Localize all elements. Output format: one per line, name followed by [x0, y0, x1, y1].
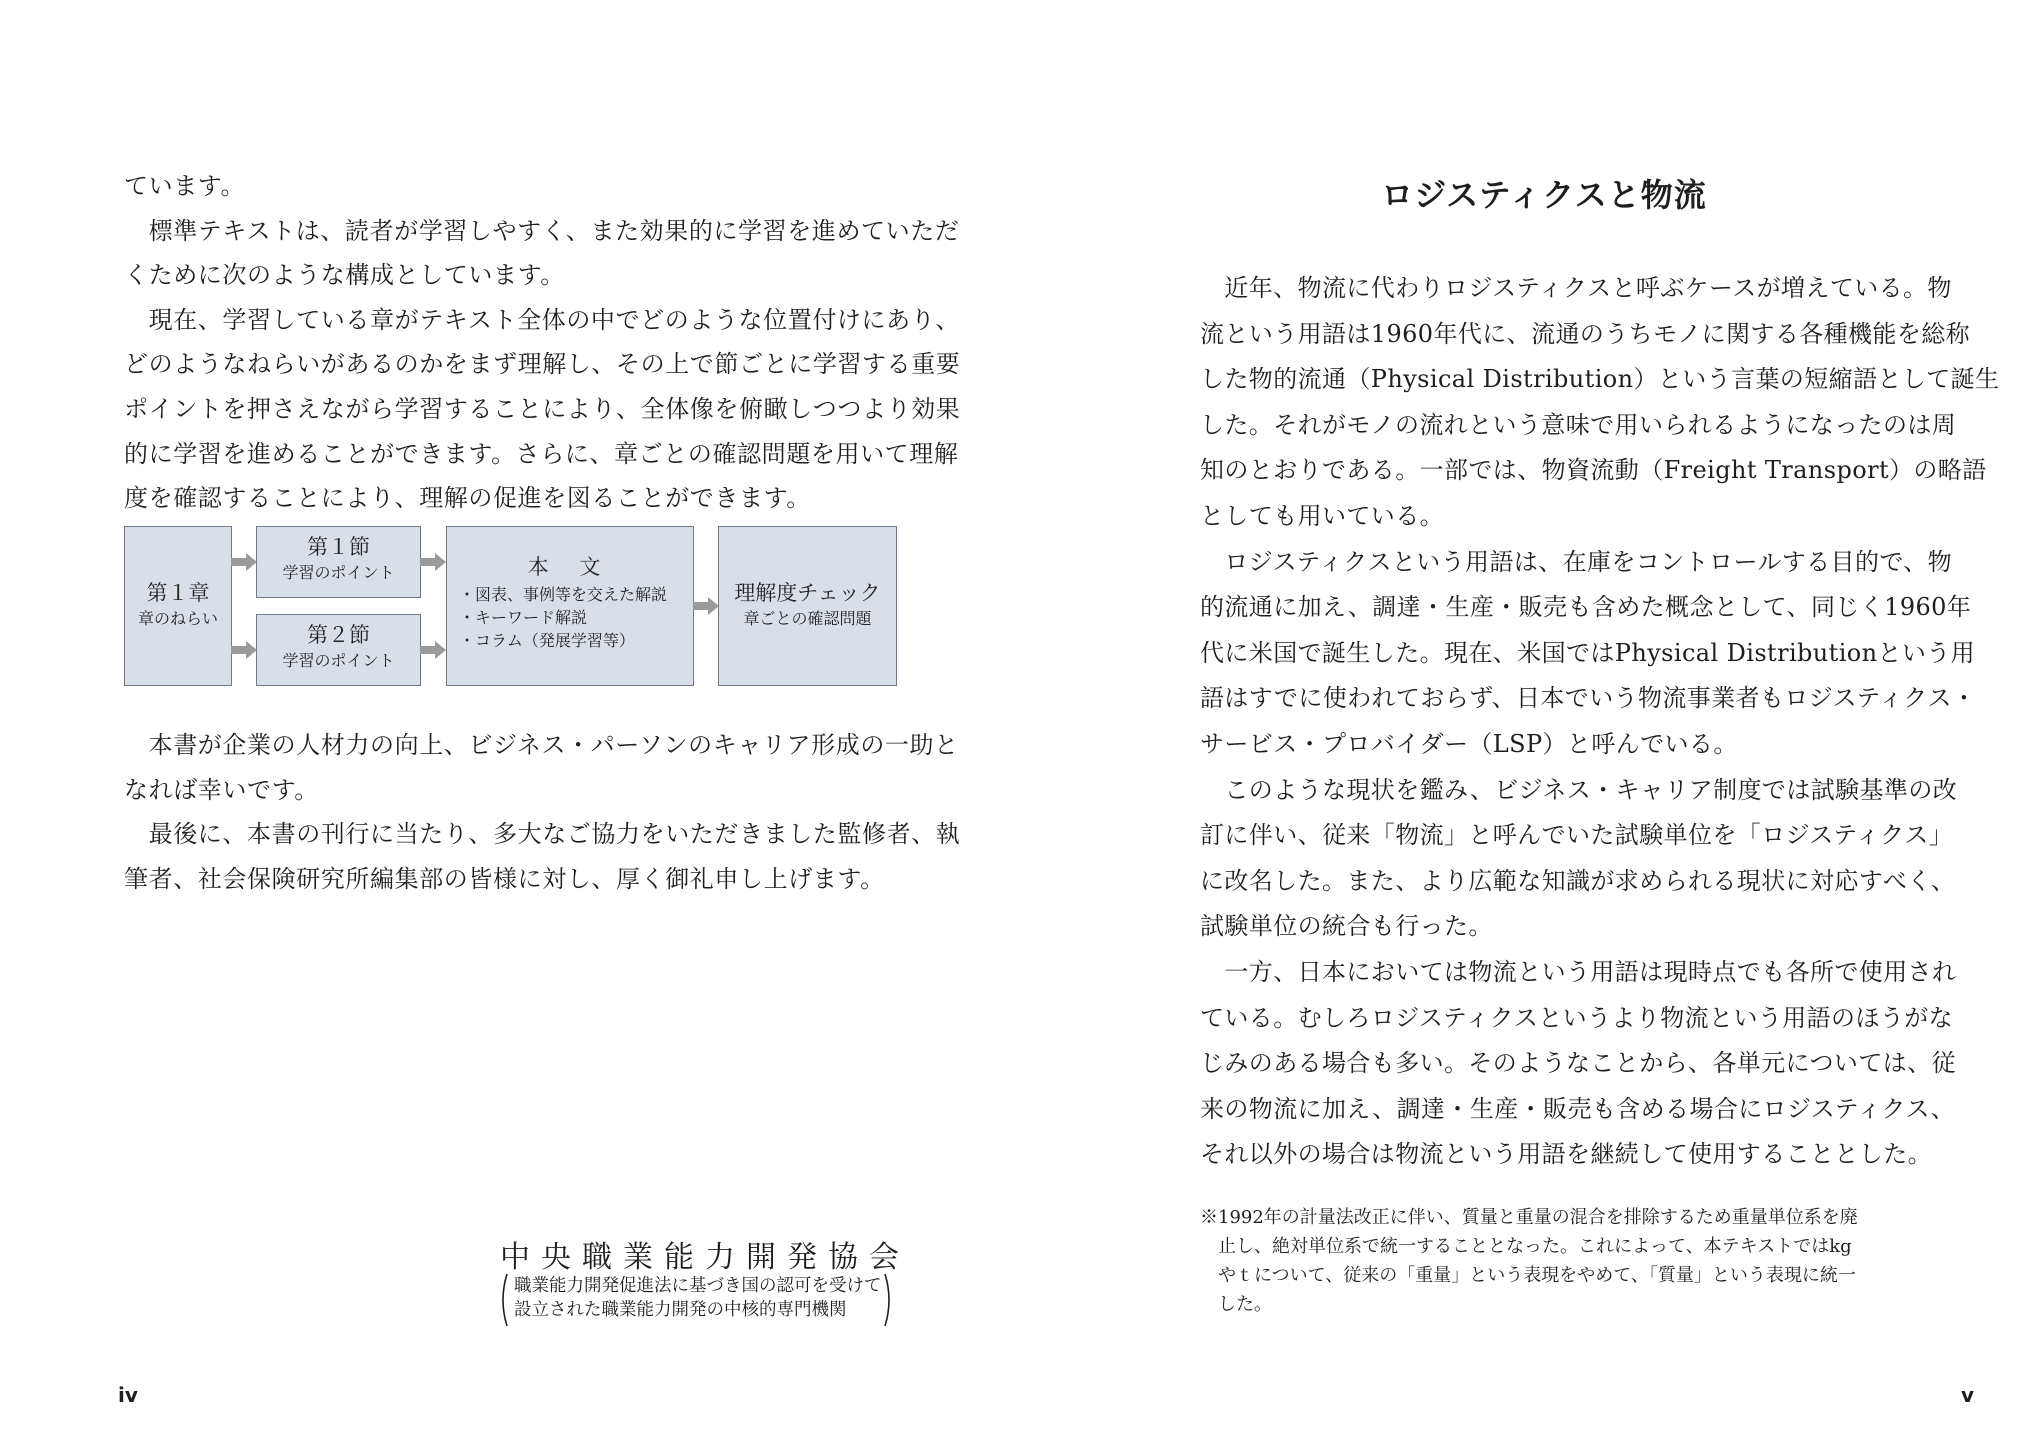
footnote-line: やｔについて、従来の「重量」という表現をやめて、「質量」という表現に統一: [1218, 1265, 1856, 1286]
text-line: ポイントを押さえながら学習することにより、全体像を俯瞰しつつより効果: [124, 394, 961, 423]
intro-text: [124, 164, 961, 521]
text-line: じみのある場合も多い。そのようなことから、各単元については、従: [1200, 1049, 1956, 1078]
footnote-line: ※1992年の計量法改正に伴い、質量と重量の混合を排除するため重量単位系を廃: [1200, 1207, 1858, 1228]
flow-box-item: ・図表、事例等を交えた解説: [459, 585, 668, 604]
left-paren-icon: [497, 1272, 509, 1328]
flow-box-body-text: [446, 526, 694, 686]
flow-box-chapter: [124, 526, 232, 686]
arrow-right-icon: [420, 552, 446, 572]
flow-box-subtitle: 学習のポイント: [282, 651, 395, 670]
flow-box-section-1: [256, 526, 421, 598]
flow-box-comprehension-check: [718, 526, 897, 686]
closing-text: [124, 723, 961, 901]
arrow-right-icon: [693, 596, 719, 616]
text-line: ロジスティクスという用語は、在庫をコントロールする目的で、物: [1200, 547, 1953, 576]
text-line: 試験単位の統合も行った。: [1200, 912, 1493, 941]
association-name: 中央職業能力開発協会: [500, 1240, 910, 1275]
association-note: [497, 1272, 895, 1328]
text-line: 的に学習を進めることができます。さらに、章ごとの確認問題を用いて理解: [124, 439, 959, 468]
right-paren-icon: [883, 1272, 895, 1328]
text-line: 一方、日本においては物流という用語は現時点でも各所で使用され: [1200, 957, 1957, 986]
page-number: iv: [118, 1383, 138, 1407]
text-line: 設立された職業能力開発の中核的専門機関: [514, 1300, 847, 1320]
text-line: した物的流通（Physical Distribution）という言葉の短縮語として誕生: [1200, 365, 2000, 394]
text-line: なれば幸いです。: [124, 775, 319, 804]
text-line: くために次のような構成としています。: [124, 261, 565, 290]
column-body: [1200, 266, 2000, 1178]
text-line: に改名した。また、より広範な知識が求められる現状に対応すべく、: [1200, 866, 1956, 895]
flow-box-section-2: [256, 614, 421, 686]
flow-box-title: 本 文: [527, 555, 613, 579]
right-page: [1020, 0, 2040, 1447]
flow-box-title: 理解度チェック: [734, 581, 881, 605]
flow-box-title: 第１節: [307, 535, 370, 559]
text-line: 来の物流に加え、調達・生産・販売も含める場合にロジスティクス、: [1200, 1094, 1956, 1123]
flow-box-subtitle: 学習のポイント: [282, 563, 395, 582]
flow-box-item: ・キーワード解説: [459, 608, 588, 627]
page-number: v: [1961, 1383, 1975, 1407]
flow-box-title: 第２節: [307, 623, 370, 647]
text-line: サービス・プロバイダー（LSP）と呼んでいる。: [1200, 729, 1738, 758]
text-line: 最後に、本書の刊行に当たり、多大なご協力をいただきました監修者、執: [124, 820, 961, 849]
text-line: 語はすでに使われておらず、日本でいう物流事業者もロジスティクス・: [1200, 684, 1977, 713]
text-line: 標準テキストは、読者が学習しやすく、また効果的に学習を進めていただ: [124, 216, 960, 245]
text-line: 現在、学習している章がテキスト全体の中でどのような位置付けにあり、: [124, 305, 960, 334]
text-line: 代に米国で誕生した。現在、米国ではPhysical Distributionという用: [1200, 638, 1976, 667]
footnote: [1200, 1203, 1920, 1319]
text-line: 本書が企業の人材力の向上、ビジネス・パーソンのキャリア形成の一助と: [124, 731, 959, 759]
flow-box-item-list: [447, 583, 693, 652]
text-line: ています。: [124, 172, 246, 200]
flow-box-subtitle: 章ごとの確認問題: [743, 609, 872, 628]
text-line: 流という用語は1960年代に、流通のうちモノに関する各種機能を総称: [1200, 319, 1971, 348]
column-title: ロジスティクスと物流: [1381, 176, 1707, 214]
text-line: 度を確認することにより、理解の促進を図ることができます。: [124, 484, 811, 513]
text-line: 筆者、社会保険研究所編集部の皆様に対し、厚く御礼申し上げます。: [124, 864, 885, 893]
text-line: ている。むしろロジスティクスというより物流という用語のほうがな: [1200, 1003, 1954, 1032]
text-line: 的流通に加え、調達・生産・販売も含めた概念として、同じく1960年: [1200, 593, 1972, 622]
text-line: 近年、物流に代わりロジスティクスと呼ぶケースが増えている。物: [1200, 274, 1952, 302]
text-line: 訂に伴い、従来「物流」と呼んでいた試験単位を「ロジスティクス」: [1200, 821, 1954, 850]
text-line: それ以外の場合は物流という用語を継続して使用することとした。: [1200, 1140, 1932, 1169]
arrow-right-icon: [231, 640, 257, 660]
footnote-line: 止し、絶対単位系で統一することとなった。これによって、本テキストではkg: [1218, 1236, 1852, 1257]
association-note-text: [514, 1274, 882, 1322]
text-line: 職業能力開発促進法に基づき国の認可を受けて: [514, 1276, 882, 1296]
footnote-line: した。: [1218, 1294, 1272, 1315]
flow-box-subtitle: 章のねらい: [137, 609, 218, 628]
flow-box-title: 第１章: [146, 581, 210, 605]
arrow-right-icon: [231, 552, 257, 572]
text-line: した。それがモノの流れという意味で用いられるようになったのは周: [1200, 410, 1957, 439]
text-line: としても用いている。: [1200, 501, 1444, 530]
flow-box-item: ・コラム（発展学習等）: [459, 631, 635, 650]
arrow-right-icon: [420, 640, 446, 660]
text-line: 知のとおりである。一部では、物資流動（Freight Transport）の略語: [1200, 456, 1987, 485]
text-line: どのようなねらいがあるのかをまず理解し、その上で節ごとに学習する重要: [124, 350, 961, 379]
text-line: このような現状を鑑み、ビジネス・キャリア制度では試験基準の改: [1200, 775, 1958, 804]
